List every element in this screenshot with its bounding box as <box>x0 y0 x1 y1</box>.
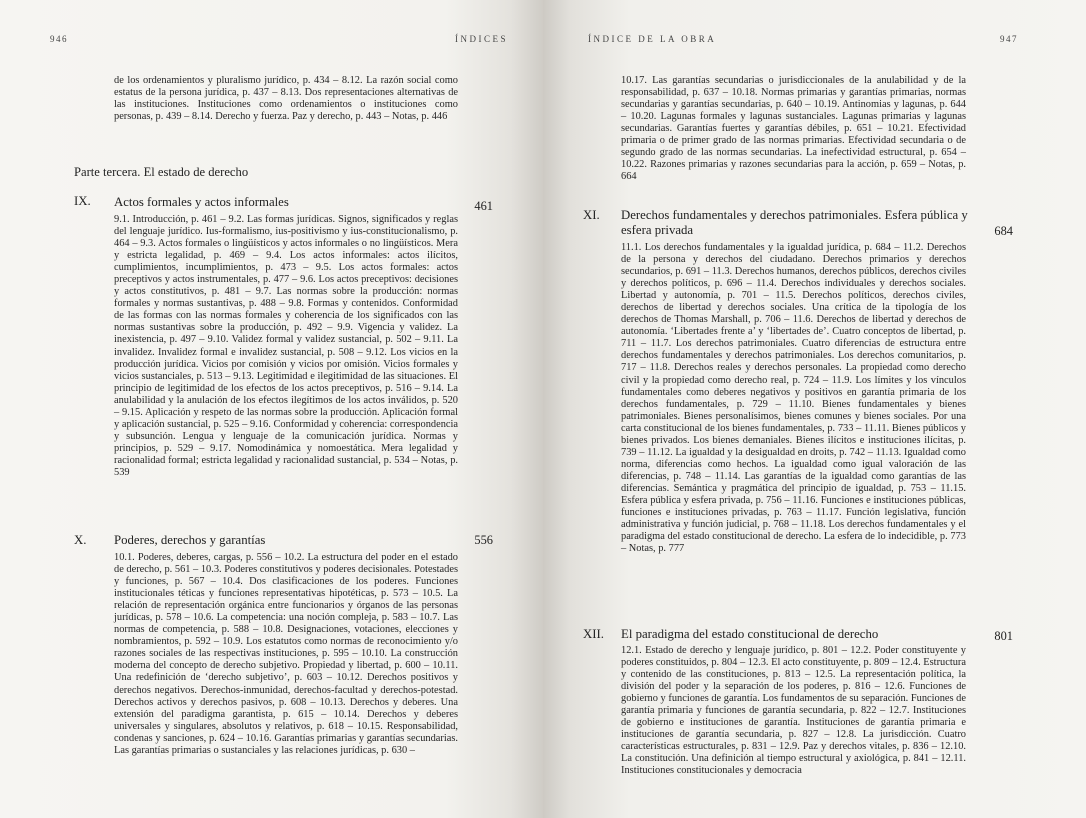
left-intro-paragraph: de los ordenamientos y pluralismo jurídico, p. 434 – 8.12. La razón social como estatus de la persona jurídica, p. 437 – 8.13. Dos representaciones alternativas de las instituciones. Instituciones como ordenamientos o instituciones como personas, p. 439 – 8.14. Derecho y fuerza. Paz y derecho, p. 443 – Notas, p. 446 <box>114 75 458 123</box>
chapter-ix-body: 9.1. Introducción, p. 461 – 9.2. Las formas jurídicas. Signos, significados y reglas del lenguaje jurídico. Ius-formalismo, ius-positivismo y ius-constitucionalismo, p. 464 – 9.3. Actos formales o lingüísticos y actos informales o no lingüísticos. Mera y estricta legalidad, p. 469 – 9.4. Los actos informales: actos ilícitos, cumplimientos, incumplimientos, p. 473 – 9.5. Los actos formales: actos preceptivos y actos instrumentales, p. 477 – 9.6. Los actos preceptivos: decisiones y actos constitutivos, p. 481 – 9.7. Las normas sobre la producción: normas formales y normas sustantivas, p. 488 – 9.8. Formas y contenidos. Conformidad de las formas con las normas formales y coherencia de los significados con las normas sustantivas sobre la producción, p. 492 – 9.9. Vigencia y validez. La inexistencia, p. 497 – 9.10. Validez formal y validez sustancial, p. 502 – 9.11. La invalidez. Invalidez formal e invalidez sustancial, p. 508 – 9.12. Los vicios en la producción jurídica. Vicios por comisión y vicios por omisión. Vicios formales y vicios sustanciales, p. 513 – 9.13. Legitimidad e ilegitimidad de las situaciones. El principio de legitimidad de los efectos de los actos preceptivos, p. 516 – 9.14. La anulabilidad y la anulación de los efectos ilegítimos de los actos inválidos, p. 520 – 9.15. Aplicación y respeto de las normas sobre la producción. Aplicación formal y aplicación sustancial, p. 525 – 9.16. Conformidad y coherencia: correspondencia y subsunción. Lengua y lenguaje de la comunicación jurídica. Normas y principios, p. 529 – 9.17. Nomodinámica y nomoestática. Mera legalidad y racionalidad formal; estricta legalidad y racionalidad sustancial, p. 534 – Notas, p. 539 <box>114 214 458 478</box>
right-page <box>543 0 1086 818</box>
chapter-xii-page: 801 <box>994 629 1013 643</box>
chapter-x-number: X. <box>74 533 87 547</box>
chapter-x-body: 10.1. Poderes, deberes, cargas, p. 556 – 10.2. La estructura del poder en el estado de derecho, p. 561 – 10.3. Poderes constitutivos y poderes decisionales. Potestades y funciones, p. 567 – 10.4. Dos clasificaciones de los poderes. Funciones institucionales téticas y funciones representativas hipotéticas, p. 573 – 10.5. La relación de representación orgánica entre funcionarios y órganos de las personas jurídicas, p. 578 – 10.6. La competencia: una noción compleja, p. 583 – 10.7. Las normas de competencia, p. 588 – 10.8. Designaciones, votaciones, elecciones y nombramientos, p. 592 – 10.9. Los estatutos como normas de reconocimiento y/o razones sociales de las respectivas instituciones, p. 595 – 10.10. La construcción moderna del concepto de derecho subjetivo. Propiedad y libertad, p. 600 – 10.11. Una redefinición de ‘derecho subjetivo’, p. 603 – 10.12. Derechos positivos y derechos negativos. Derechos-inmunidad, derechos-facultad y derechos-potestad. Derechos activos y derechos pasivos, p. 608 – 10.13. Derechos y deberes. Una extensión del paradigma garantista, p. 615 – 10.14. Derechos y deberes universales y singulares, absolutos y relativos, p. 618 – 10.15. Responsabilidad, condenas y sanciones, p. 624 – 10.16. Garantías primarias y garantías secundarias. Las garantías primarias o sustanciales y las relaciones jurídicas, p. 630 – <box>114 552 458 756</box>
part-heading <box>74 165 248 180</box>
chapter-ix-contents <box>114 214 458 479</box>
chapter-xi-page: 684 <box>994 224 1013 238</box>
chapter-ix-title: Actos formales y actos informales <box>114 195 289 209</box>
chapter-ix-number: IX. <box>74 194 91 208</box>
chapter-xii-body: 12.1. Estado de derecho y lenguaje jurídico, p. 801 – 12.2. Poder constituyente y poderes constituidos, p. 804 – 12.3. El acto constituyente, p. 809 – 12.4. Estructura y contenido de las constituciones, p. 813 – 12.5. La representación política, la división del poder y la separación de los poderes, p. 816 – 12.6. Funciones de gobierno y funciones de garantía. Los fundamentos de su separación. Funciones de garantía primaria y funciones de garantía secundaria, p. 822 – 12.7. Instituciones de gobierno e instituciones de garantía. Instituciones de garantía primaria e instituciones de garantía secundaria, p. 827 – 12.8. La jurisdicción. Cuatro características estructurales, p. 831 – 12.9. Paz y derechos vitales, p. 836 – 12.10. La constitución. Una definición al tiempo estructural y axiológica, p. 841 – 12.11. Instituciones constitucionales y democracia <box>621 645 966 777</box>
left-running-head: ÍNDICES <box>455 34 508 44</box>
chapter-xi-title: Derechos fundamentales y derechos patrimoniales. Esfera pública y esfera privada <box>621 208 968 237</box>
chapter-x-contents <box>114 552 458 757</box>
chapter-xi-body: 11.1. Los derechos fundamentales y la igualdad jurídica, p. 684 – 11.2. Derechos de la persona y derechos del ciudadano. Derechos primarios y derechos secundarios, p. 691 – 11.3. Derechos humanos, derechos públicos, derechos civiles y derechos políticos, p. 696 – 11.4. Derechos individuales y derechos sociales. Libertad y autonomía, p. 701 – 11.5. Derechos políticos, derechos civiles, derechos de libertad y derechos sociales. Una crítica de la tipología de los derechos de Thomas Marshall, p. 706 – 11.6. Derechos de libertad y derechos de autonomía. ‘Libertades frente a’ y ‘libertades de’. Cuatro conceptos de libertad, p. 711 – 11.7. Los derechos patrimoniales. Cuatro diferencias de estructura entre derechos fundamentales y derechos patrimoniales. Los derechos comunitarios, p. 717 – 11.8. Derechos reales y derechos personales. La propiedad como derecho civil y la propiedad como derecho real, p. 724 – 11.9. Los límites y los vínculos fundamentales como deberes negativos y positivos en garantía primaria de los derechos fundamentales, p. 729 – 11.10. Bienes fundamentales y bienes patrimoniales. Bienes personalísimos, bienes comunes y bienes sociales. Por una carta constitucional de los bienes fundamentales, p. 733 – 11.11. Bienes públicos y bienes privados. Los bienes demaniales. Bienes ilícitos e instituciones ilícitas, p. 739 – 11.12. La igualdad y la desigualdad en droits, p. 742 – 11.13. Igualdad como norma, diferencias como hechos. La igualdad como igual valoración de las diferencias, p. 748 – 11.14. Las garantías de la igualdad como garantías de las diferencias. Semántica y pragmática del principio de igualdad, p. 753 – 11.15. Esfera pública y esfera privada, p. 756 – 11.16. Funciones e instituciones públicas, funciones e instituciones privadas, p. 763 – 11.17. Función legislativa, función administrativa y función judicial, p. 768 – 11.18. Los derechos fundamentales y el paradigma del estado constitucional de derecho. La esfera de lo indecidible, p. 773 – Notas, p. 777 <box>621 242 966 555</box>
chapter-xii-contents <box>621 645 966 778</box>
right-page-number: 947 <box>1000 34 1018 44</box>
chapter-xii-title: El paradigma del estado constitucional de derecho <box>621 627 879 641</box>
right-intro-text <box>621 75 966 183</box>
chapter-x-title: Poderes, derechos y garantías <box>114 533 266 547</box>
right-running-head: ÍNDICE DE LA OBRA <box>588 34 717 44</box>
left-intro-text <box>114 75 458 123</box>
right-intro-paragraph: 10.17. Las garantías secundarias o jurisdiccionales de la anulabilidad y de la responsabilidad, p. 637 – 10.18. Normas primarias y garantías primarias, normas secundarias y garantías secundarias, p. 640 – 10.19. Antinomias y lagunas, p. 644 – 10.20. Lagunas formales y lagunas sustanciales. Lagunas primarias y lagunas secundarias. Garantías fuertes y garantías débiles, p. 651 – 10.21. Efectividad primaria o de primer grado de las normas primarias. Efectividad secundaria o de segundo grado de las normas secundarias. La inefectividad estructural, p. 654 – 10.22. Razones primarias y razones secundarias para la acción, p. 659 – Notas, p. 664 <box>621 75 966 183</box>
chapter-ix-page: 461 <box>474 199 493 213</box>
left-page-number: 946 <box>50 34 68 44</box>
part-heading-text: Parte tercera. El estado de derecho <box>74 165 249 179</box>
chapter-xi-contents <box>621 242 966 555</box>
chapter-xi-number: XI. <box>583 208 600 222</box>
chapter-x-page: 556 <box>474 533 493 547</box>
chapter-xii-number: XII. <box>583 627 604 641</box>
